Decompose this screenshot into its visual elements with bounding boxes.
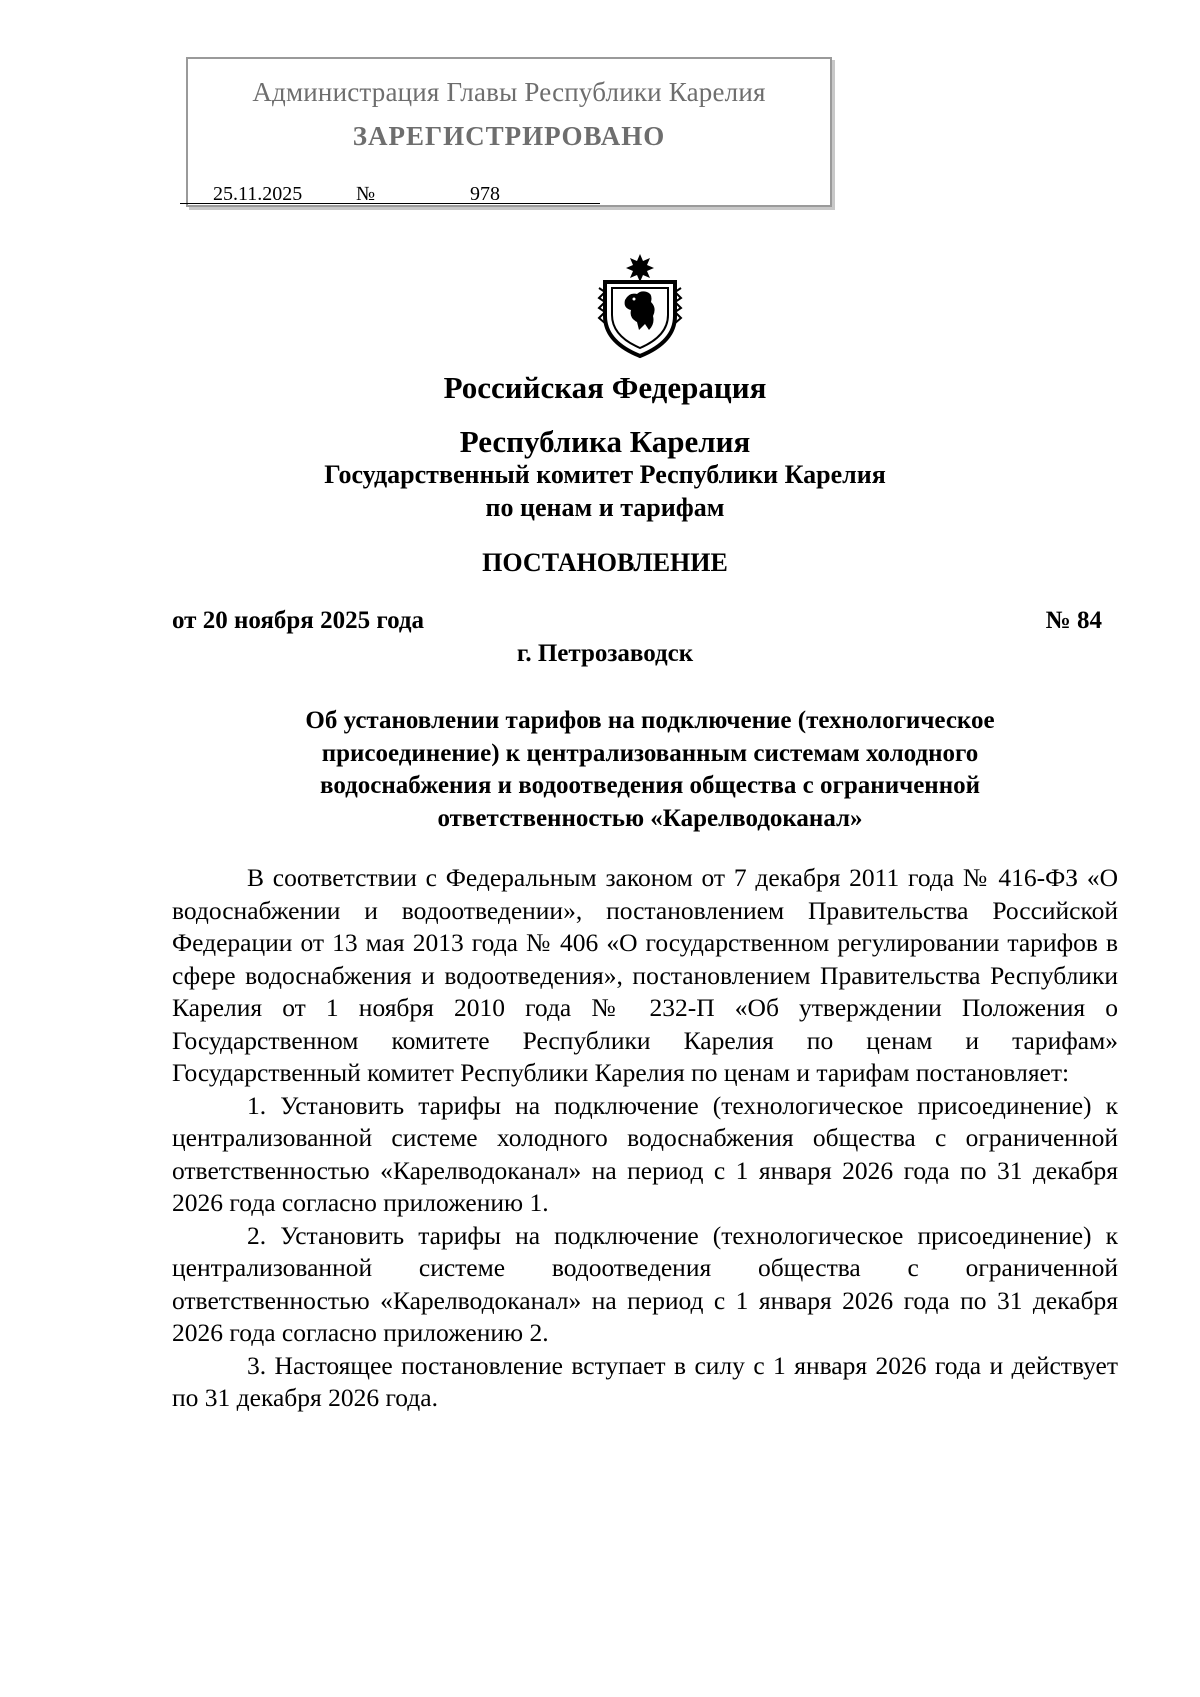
paragraph-preamble: В соответствии с Федеральным законом от 7 декабря 2011 года № 416-ФЗ «О водоснабжении и водоотведении», постановлением Правительства Российской Федерации от 13 мая 2013 года № 406 «О государственном регулировании тарифов в сфере водоснабжения и водоотведения», постановлением Правительства Республики Карелия от 1 ноября 2010 года № 232-П «Об утверждении Положения о Государственном комитете Республики Карелия по ценам и тарифам» Государственный комитет Республики Карелия по ценам и тарифам постановляет:: [172, 863, 1118, 1087]
karelia-coat-of-arms-icon: [595, 252, 685, 360]
paragraph-item-3: 3. Настоящее постановление вступает в силу с 1 января 2026 года и действует по 31 декабря 2026 года.: [172, 1350, 1118, 1412]
country-title: Российская Федерация: [443, 370, 767, 405]
registration-stamp: [186, 57, 832, 207]
document-subject: Об установлении тарифов на подключение (технологическое присоединение) к централизованным системам холодного водоснабжения и водоотведения общества с ограниченной ответственностью «Карелводоканал»: [305, 707, 995, 832]
document-city: г. Петрозаводск: [516, 640, 694, 667]
paragraph-item-1: 1. Установить тарифы на подключение (технологическое присоединение) к централизованной системе холодного водоснабжения общества с ограниченной ответственностью «Карелводоканал» на период с 1 января 2026 года по 31 декабря 2026 года согласно приложению 1.: [172, 1090, 1118, 1217]
document-type: ПОСТАНОВЛЕНИЕ: [482, 548, 728, 577]
stamp-number-sign: №: [356, 183, 376, 205]
document-date: от 20 ноября 2025 года: [172, 607, 424, 634]
authority-line1: Государственный комитет Республики Карелия: [324, 460, 886, 489]
stamp-date: 25.11.2025: [213, 183, 303, 205]
authority-line2: по ценам и тарифам: [485, 493, 725, 522]
document-body: [172, 862, 1118, 1415]
stamp-organization: Администрация Главы Республики Карелия: [252, 77, 766, 107]
paragraph-item-2: 2. Установить тарифы на подключение (технологическое присоединение) к централизованной системе водоотведения общества с ограниченной ответственностью «Карелводоканал» на период с 1 января 2026 года по 31 декабря 2026 года согласно приложению 2.: [172, 1220, 1118, 1347]
region-title: Республика Карелия: [459, 424, 751, 459]
stamp-status: ЗАРЕГИСТРИРОВАНО: [352, 121, 666, 151]
document-number: № 84: [1045, 607, 1102, 634]
stamp-number: 978: [470, 183, 500, 205]
stamp-registration-line: [180, 183, 600, 204]
